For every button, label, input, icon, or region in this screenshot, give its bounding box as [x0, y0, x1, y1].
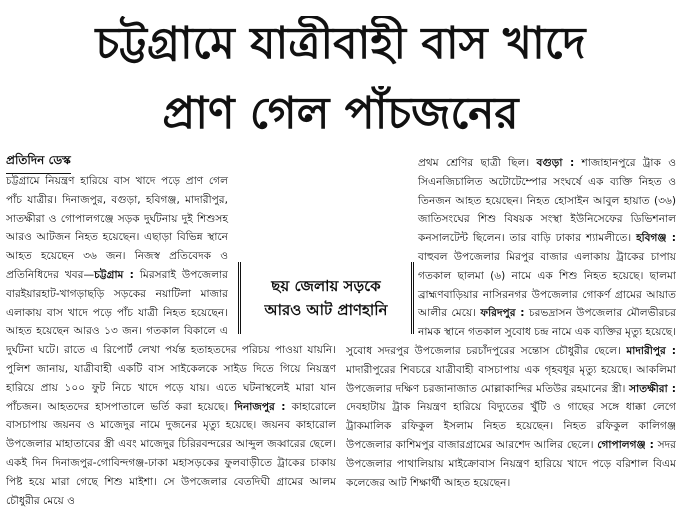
- place-chattogram: চট্টগ্রাম :: [94, 268, 134, 281]
- bogura-text: শাজাহানপুরে ট্রাক ও সিএনজিচালিত অটোটেম্পোর সংঘর্ষে এক ব্যক্তি নিহত ও তিনজন আহত হয়েছেন। নিহত হোসাইন আবুল হায়াত (৩৬) জাতিসংঘের শিশু বিষয়ক সংস্থা ইউনিসেফের ডিভিশনাল কনসালটেন্ট ছিলেন। তার বাড়ি ঢাকার শ্যামলীতে।: [418, 157, 676, 245]
- gopalganj-text: সদর উপজেলার পাথালিয়ায় মাইক্রোবাস নিয়ন্ত্রণ হারিয়ে খাদে পড়ে বরিশাল বিএম কলেজের আট শিক্ষার্থী আহত হয়েছেন।: [346, 438, 676, 489]
- place-gopalganj: গোপালগঞ্জ :: [597, 438, 654, 451]
- place-dinajpur: দিনাজপুর :: [234, 400, 286, 413]
- byline: প্রতিদিন ডেস্ক: [6, 152, 71, 174]
- headline-line-2: প্রাণ গেল পাঁচজনের: [162, 88, 519, 139]
- left-column-text: [6, 172, 336, 510]
- place-habiganj: হবিগঞ্জ :: [636, 232, 676, 245]
- habiganj-text: বাহুবল উপজেলার মিরপুর বাজার এলাকায় ট্রাকের চাপায় গতকাল ছালমা (৬) নামে এক শিশু নিহত হয়েছে। ছালমা ব্রাহ্মণবাড়িয়ার নাসিরনগর উপজেলার গোকর্ণ গ্রামের আয়াত আলীর মেয়ে।: [418, 250, 676, 320]
- dinajpur-text: কাহারোলে বাসচাপায় জয়নব ও মাজেদুর নামে দুজনের মৃত্যু হয়েছে। জয়নব কাহারোল উপজেলার মাহাতাবের স্ত্রী এবং মাজেদুর চিরিরবন্দরের আব্দুল জব্বারের ছেলে। একই দিন দিনাজপুর-গোবিন্দগঞ্জ-ঢাকা মহাসড়কের ফুলবাড়ীতে ট্রাকের চাকায় পিষ্ট হয়ে মারা গেছে শিশু মাইশা। সে উপজেলার বেতদিঘী গ্রামের আলম চৌধুরীর মেয়ে ও: [6, 400, 336, 507]
- headline-line-1: চট্টগ্রামে যাত্রীবাহী বাস খাদে: [95, 18, 586, 69]
- madaripur-text: মাদারীপুরের শিবচরে যাত্রীবাহী বাসচাপায় এক গৃহবধূর মৃত্যু হয়েছে। আকলিমা উপজেলার দক্ষিণ চরজানাজাত মোল্লাকান্দির মতিউর রহমানের স্ত্রী।: [346, 363, 676, 395]
- satkhira-text: দেবহাটায় ট্রাক নিয়ন্ত্রণ হারিয়ে বিদ্যুতের খুঁটি ও গাছের সঙ্গে ধাক্কা লেগে ট্রাকমালিক রফিকুল ইসলাম নিহত হয়েছেন। নিহত রফিকুল কালিগঞ্জ উপজেলার কাশিমপুর বাজারগ্রামের আরশেদ আলির ছেলে।: [346, 401, 676, 451]
- faridpur-text: চরভদ্রাসন উপজেলার মৌলভীরচর নামক স্থানে গতকাল সুবোধ চন্দ্র নামে এক ব্যক্তির মৃত্যু হয়েছে। সুবোধ সদরপুর উপজেলার চরচাঁদপুরের সন্তোস চৌধুরীর ছেলে।: [346, 307, 676, 357]
- place-madaripur: মাদারীপুর :: [626, 344, 676, 357]
- continued-text: প্রথম শ্রেণির ছাত্রী ছিল।: [418, 157, 530, 169]
- pull-quote-line-2: আরও আট প্রাণহানি: [264, 301, 388, 319]
- article-column-left: [6, 172, 336, 522]
- place-faridpur: ফরিদপুর :: [480, 307, 525, 320]
- place-bogura: বগুড়া :: [536, 157, 575, 169]
- intro-text: চট্টগ্রামে নিয়ন্ত্রণ হারিয়ে বাস খাদে পড়ে প্রাণ গেল পাঁচ যাত্রীর। দিনাজপুর, বগুড়া, হবিগঞ্জ, মাদারীপুর, সাতক্ষীরা ও গোপালগঞ্জে সড়ক দুর্ঘটনায় দুই শিশুসহ আরও আটজন নিহত হয়েছেন। এছাড়া বিভিন্ন স্থানে আহত হয়েছেন ৩৬ জন। নিজস্ব প্রতিবেদক ও প্রতিনিধিদের খবর—: [6, 175, 228, 281]
- place-satkhira: সাতক্ষীরা :: [629, 382, 676, 395]
- pull-quote: [238, 262, 414, 334]
- article-column-right: [346, 154, 676, 522]
- pull-quote-line-1: ছয় জেলায় সড়কে: [271, 277, 381, 295]
- chattogram-text: মিরসরাই উপজেলার বারইয়ারহাট-খাগড়াছড়ি সড়কের নয়াটিলা মাজার এলাকায় বাস খাদে পড়ে পাঁচ যাত্রী নিহত হয়েছেন। আহত হয়েছেন আরও ১৩ জন। গতকাল বিকালে এ দুর্ঘটনা ঘটে। রাতে এ রিপোর্ট লেখা পর্যন্ত হতাহতদের পরিচয় পাওয়া যায়নি। পুলিশ জানায়, যাত্রীবাহী একটি বাস সাইকেলকে সাইড দিতে গিয়ে নিয়ন্ত্রণ হারিয়ে প্রায় ১০০ ফুট নিচে খাদে পড়ে যায়। এতে ঘটনাস্থলেই মারা যান পাঁচজন। আহতদের হাসপাতালে ভর্তি করা হয়েছে।: [6, 268, 336, 413]
